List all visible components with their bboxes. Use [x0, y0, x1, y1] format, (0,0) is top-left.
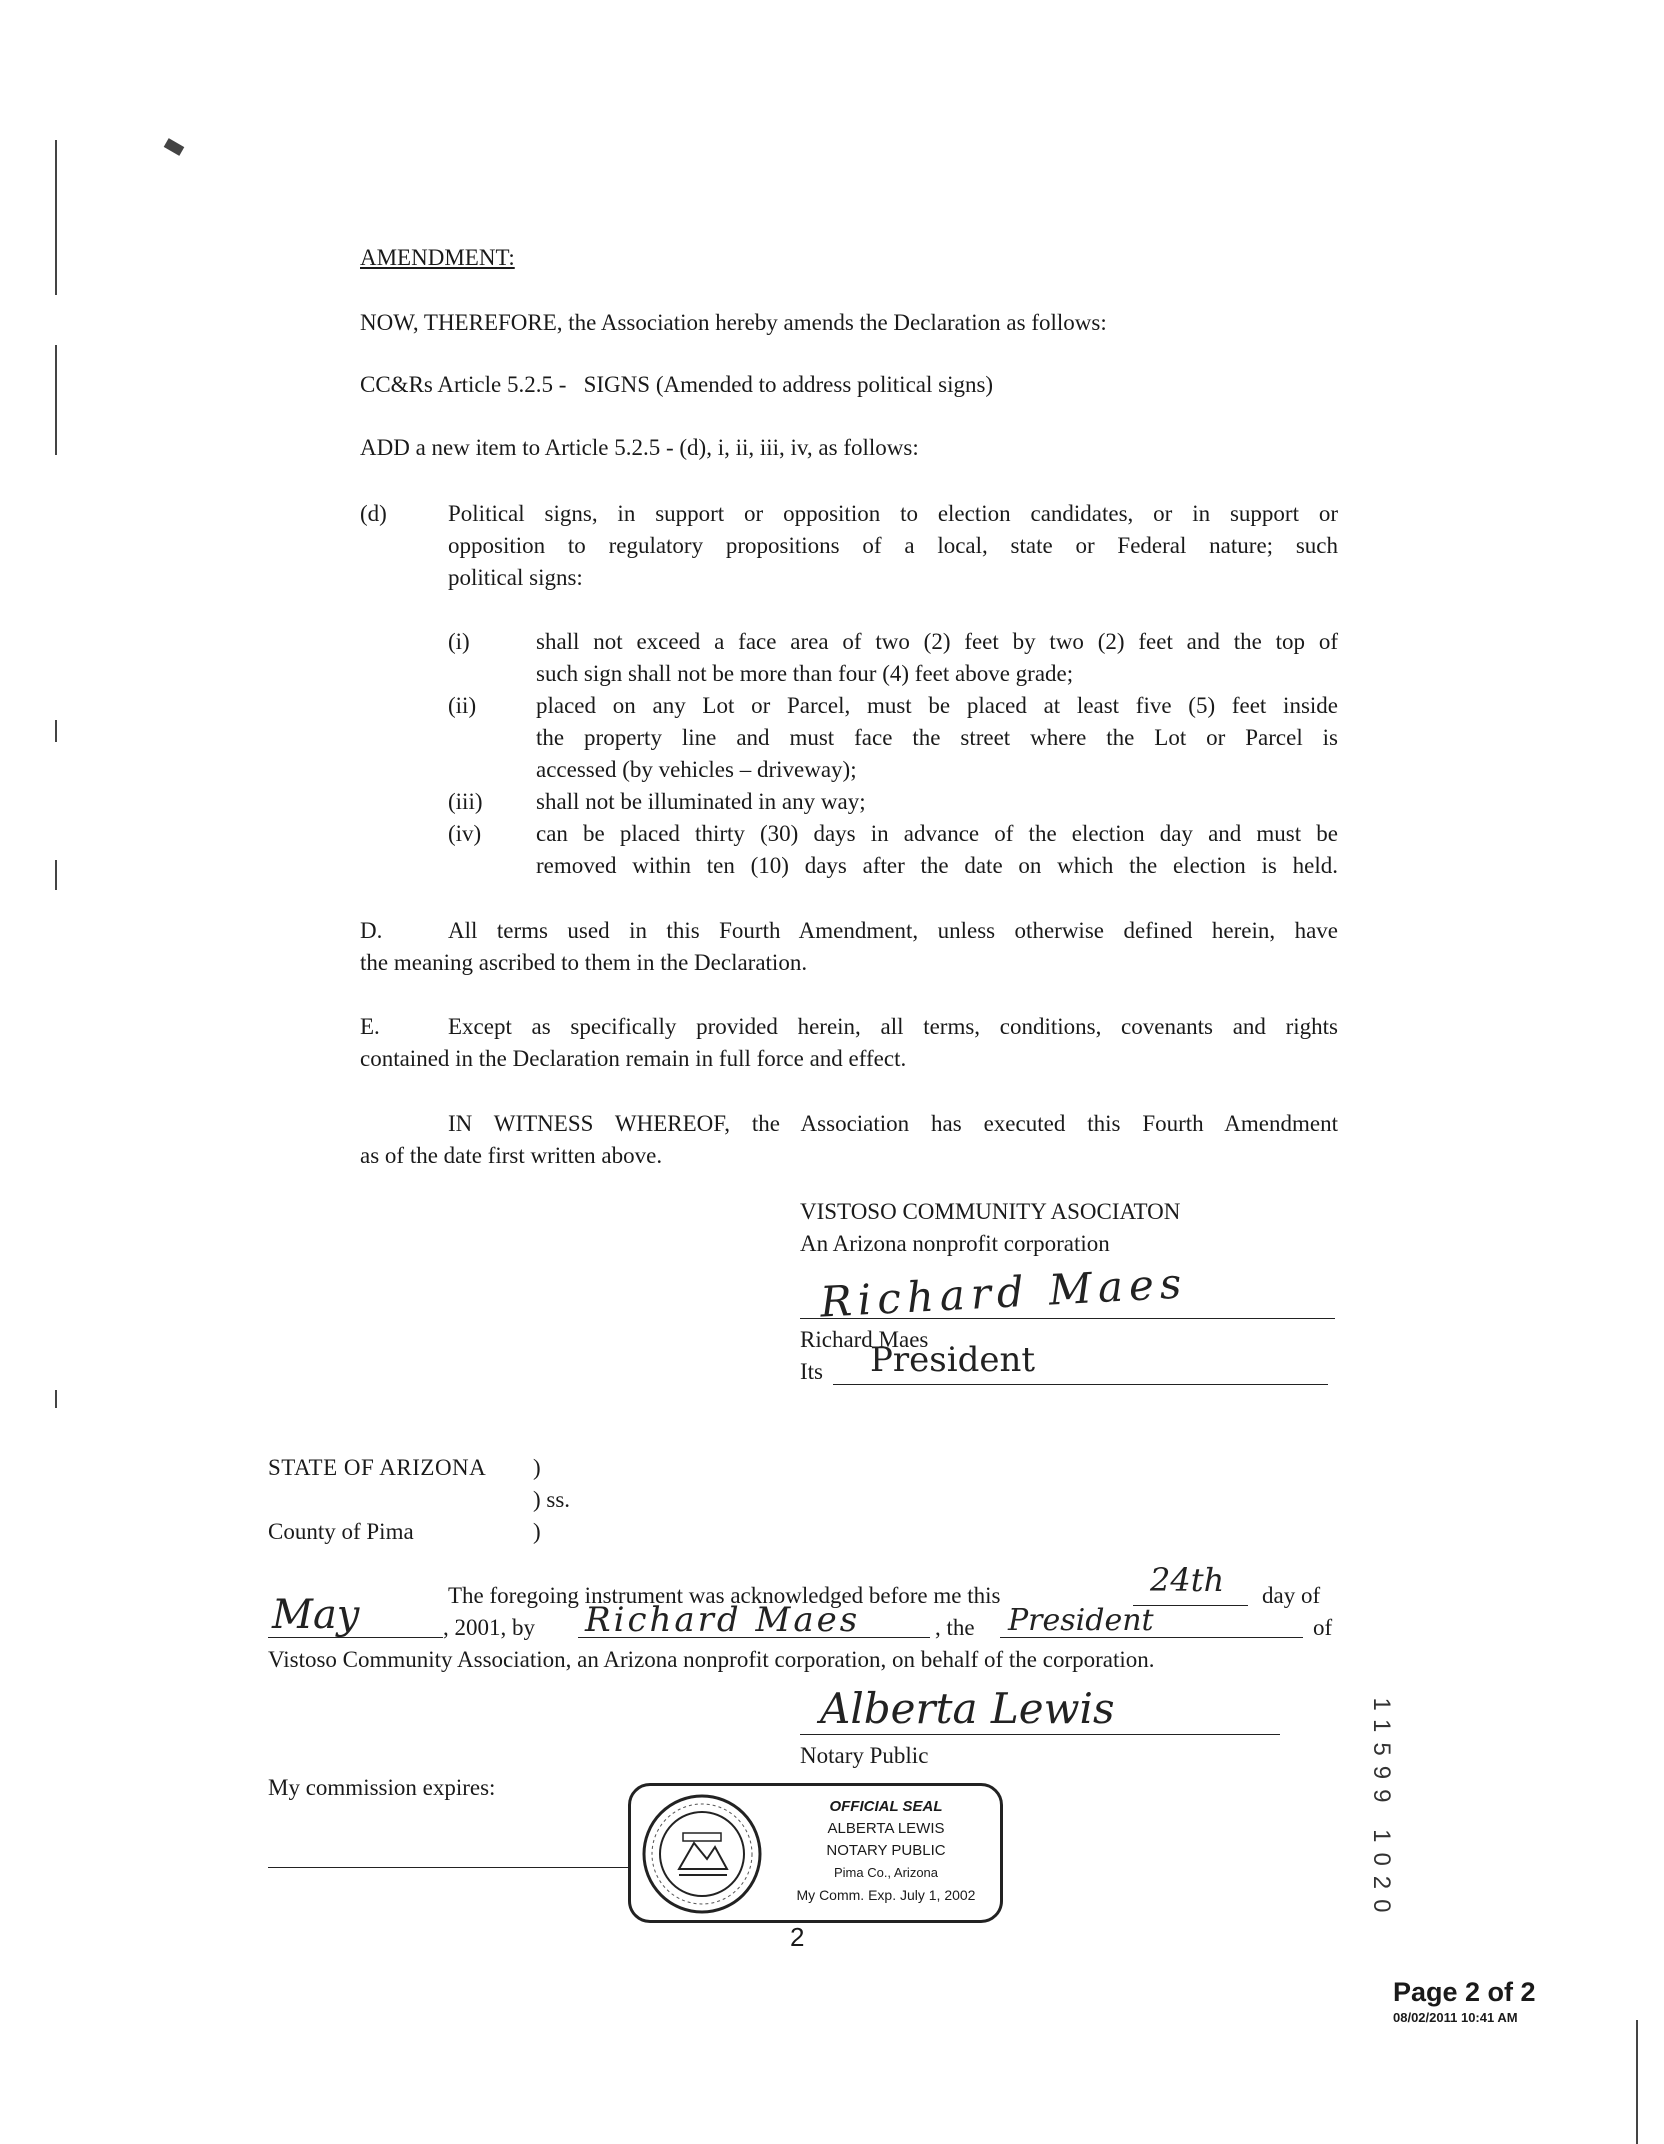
- subitem-label: (iii): [448, 789, 483, 814]
- para-e-line: contained in the Declaration remain in full force and effect.: [360, 1046, 907, 1071]
- seal-role: NOTARY PUBLIC: [826, 1842, 946, 1859]
- notary-signature: Alberta Lewis: [820, 1684, 1115, 1733]
- add-line: ADD a new item to Article 5.2.5 - (d), i, ii, iii, iv, as follows:: [360, 435, 919, 460]
- subitem-line: shall not be illuminated in any way;: [536, 789, 866, 814]
- page-count-label: Page 2 of 2: [1393, 1977, 1536, 2007]
- month-line: [268, 1637, 443, 1638]
- notary-label: Notary Public: [800, 1743, 929, 1768]
- seal-place: Pima Co., Arizona: [833, 1865, 939, 1880]
- county-paren: ): [533, 1519, 541, 1544]
- title-line: [1000, 1637, 1303, 1638]
- para-d-line: the meaning ascribed to them in the Declaration.: [360, 950, 808, 975]
- signer-name: Richard Maes: [800, 1327, 929, 1352]
- county-label: County of Pima: [268, 1519, 414, 1544]
- item-d-line: Political signs, in support or opposition to election candidates, or in support or: [448, 501, 1338, 526]
- amendment-intro: NOW, THEREFORE, the Association hereby amends the Declaration as follows:: [360, 310, 1107, 335]
- notary-signature-line: [800, 1734, 1280, 1735]
- witness-line: IN WITNESS WHEREOF, the Association has executed this Fourth Amendment: [448, 1111, 1338, 1136]
- article-line: CC&Rs Article 5.2.5 - SIGNS (Amended to address political signs): [360, 372, 994, 397]
- state-paren: ): [533, 1455, 541, 1480]
- para-e-label: E.: [360, 1014, 380, 1039]
- scan-mark: [55, 1390, 57, 1408]
- subitem-label: (iv): [448, 821, 482, 846]
- subitem-line: such sign shall not be more than four (4) feet above grade;: [536, 661, 1074, 686]
- ack-day-handwritten: 24th: [1150, 1561, 1225, 1599]
- signature-line: [800, 1318, 1335, 1319]
- item-d-label: (d): [360, 501, 387, 526]
- state-seal-icon: [639, 1791, 765, 1917]
- official-seal-stamp: [628, 1783, 1003, 1923]
- ss-label: ) ss.: [533, 1487, 571, 1512]
- witness-line: as of the date first written above.: [360, 1143, 663, 1168]
- print-timestamp: 08/02/2011 10:41 AM: [1393, 2010, 1518, 2025]
- subitem-label: (ii): [448, 693, 477, 718]
- subitem-line: removed within ten (10) days after the date on which the election is held.: [536, 853, 1338, 878]
- commission-line: [268, 1867, 628, 1868]
- seal-title: OFFICIAL SEAL: [829, 1798, 943, 1815]
- ack-month-handwritten: May: [272, 1592, 360, 1638]
- scan-mark: [55, 140, 57, 295]
- ack-year-by: , 2001, by: [443, 1615, 535, 1640]
- scan-mark: [1636, 2020, 1638, 2144]
- item-d-line: opposition to regulatory propositions of a local, state or Federal nature; such: [448, 533, 1338, 558]
- item-d-line: political signs:: [448, 565, 583, 590]
- subitem-line: can be placed thirty (30) days in advance of the election day and must be: [536, 821, 1338, 846]
- seal-name: ALBERTA LEWIS: [827, 1820, 945, 1837]
- title-line: [833, 1384, 1328, 1385]
- scan-mark: [55, 345, 57, 455]
- signer-title-handwritten: President: [870, 1340, 1036, 1380]
- ack-title-handwritten: President: [1008, 1603, 1154, 1638]
- ack-day-of: day of: [1262, 1583, 1321, 1608]
- para-e-line: Except as specifically provided herein, all terms, conditions, covenants and rights: [448, 1014, 1338, 1039]
- para-d-line: All terms used in this Fourth Amendment, unless otherwise defined herein, have: [448, 918, 1338, 943]
- org-type: An Arizona nonprofit corporation: [800, 1231, 1110, 1256]
- scan-mark: [55, 720, 57, 742]
- its-label: Its: [800, 1359, 823, 1384]
- seal-expiry: My Comm. Exp. July 1, 2002: [796, 1887, 976, 1903]
- subitem-line: the property line and must face the street where the Lot or Parcel is: [536, 725, 1338, 750]
- subitem-line: shall not exceed a face area of two (2) feet by two (2) feet and the top of: [536, 629, 1338, 654]
- ack-name-handwritten: Richard Maes: [585, 1600, 861, 1640]
- ack-end: Vistoso Community Association, an Arizona nonprofit corporation, on behalf of the corporation.: [268, 1647, 1155, 1672]
- amendment-heading: AMENDMENT:: [360, 245, 515, 270]
- ack-the: , the: [935, 1615, 975, 1640]
- org-name: VISTOSO COMMUNITY ASOCIATON: [800, 1199, 1181, 1224]
- recording-stamp: 11599 1020: [1368, 1697, 1395, 1923]
- state-label: STATE OF ARIZONA: [268, 1455, 487, 1480]
- subitem-label: (i): [448, 629, 470, 654]
- subitem-line: accessed (by vehicles – driveway);: [536, 757, 857, 782]
- commission-label: My commission expires:: [268, 1775, 496, 1800]
- para-d-label: D.: [360, 918, 383, 943]
- subitem-line: placed on any Lot or Parcel, must be placed at least five (5) feet inside: [536, 693, 1338, 718]
- page-number: 2: [790, 1922, 805, 1952]
- ack-start: The foregoing instrument was acknowledged before me this: [448, 1583, 1001, 1608]
- president-signature: Richard Maes: [818, 1258, 1189, 1327]
- scan-mark: [164, 138, 185, 156]
- ack-of: of: [1313, 1615, 1333, 1640]
- scan-mark: [55, 860, 57, 890]
- name-line: [578, 1637, 930, 1638]
